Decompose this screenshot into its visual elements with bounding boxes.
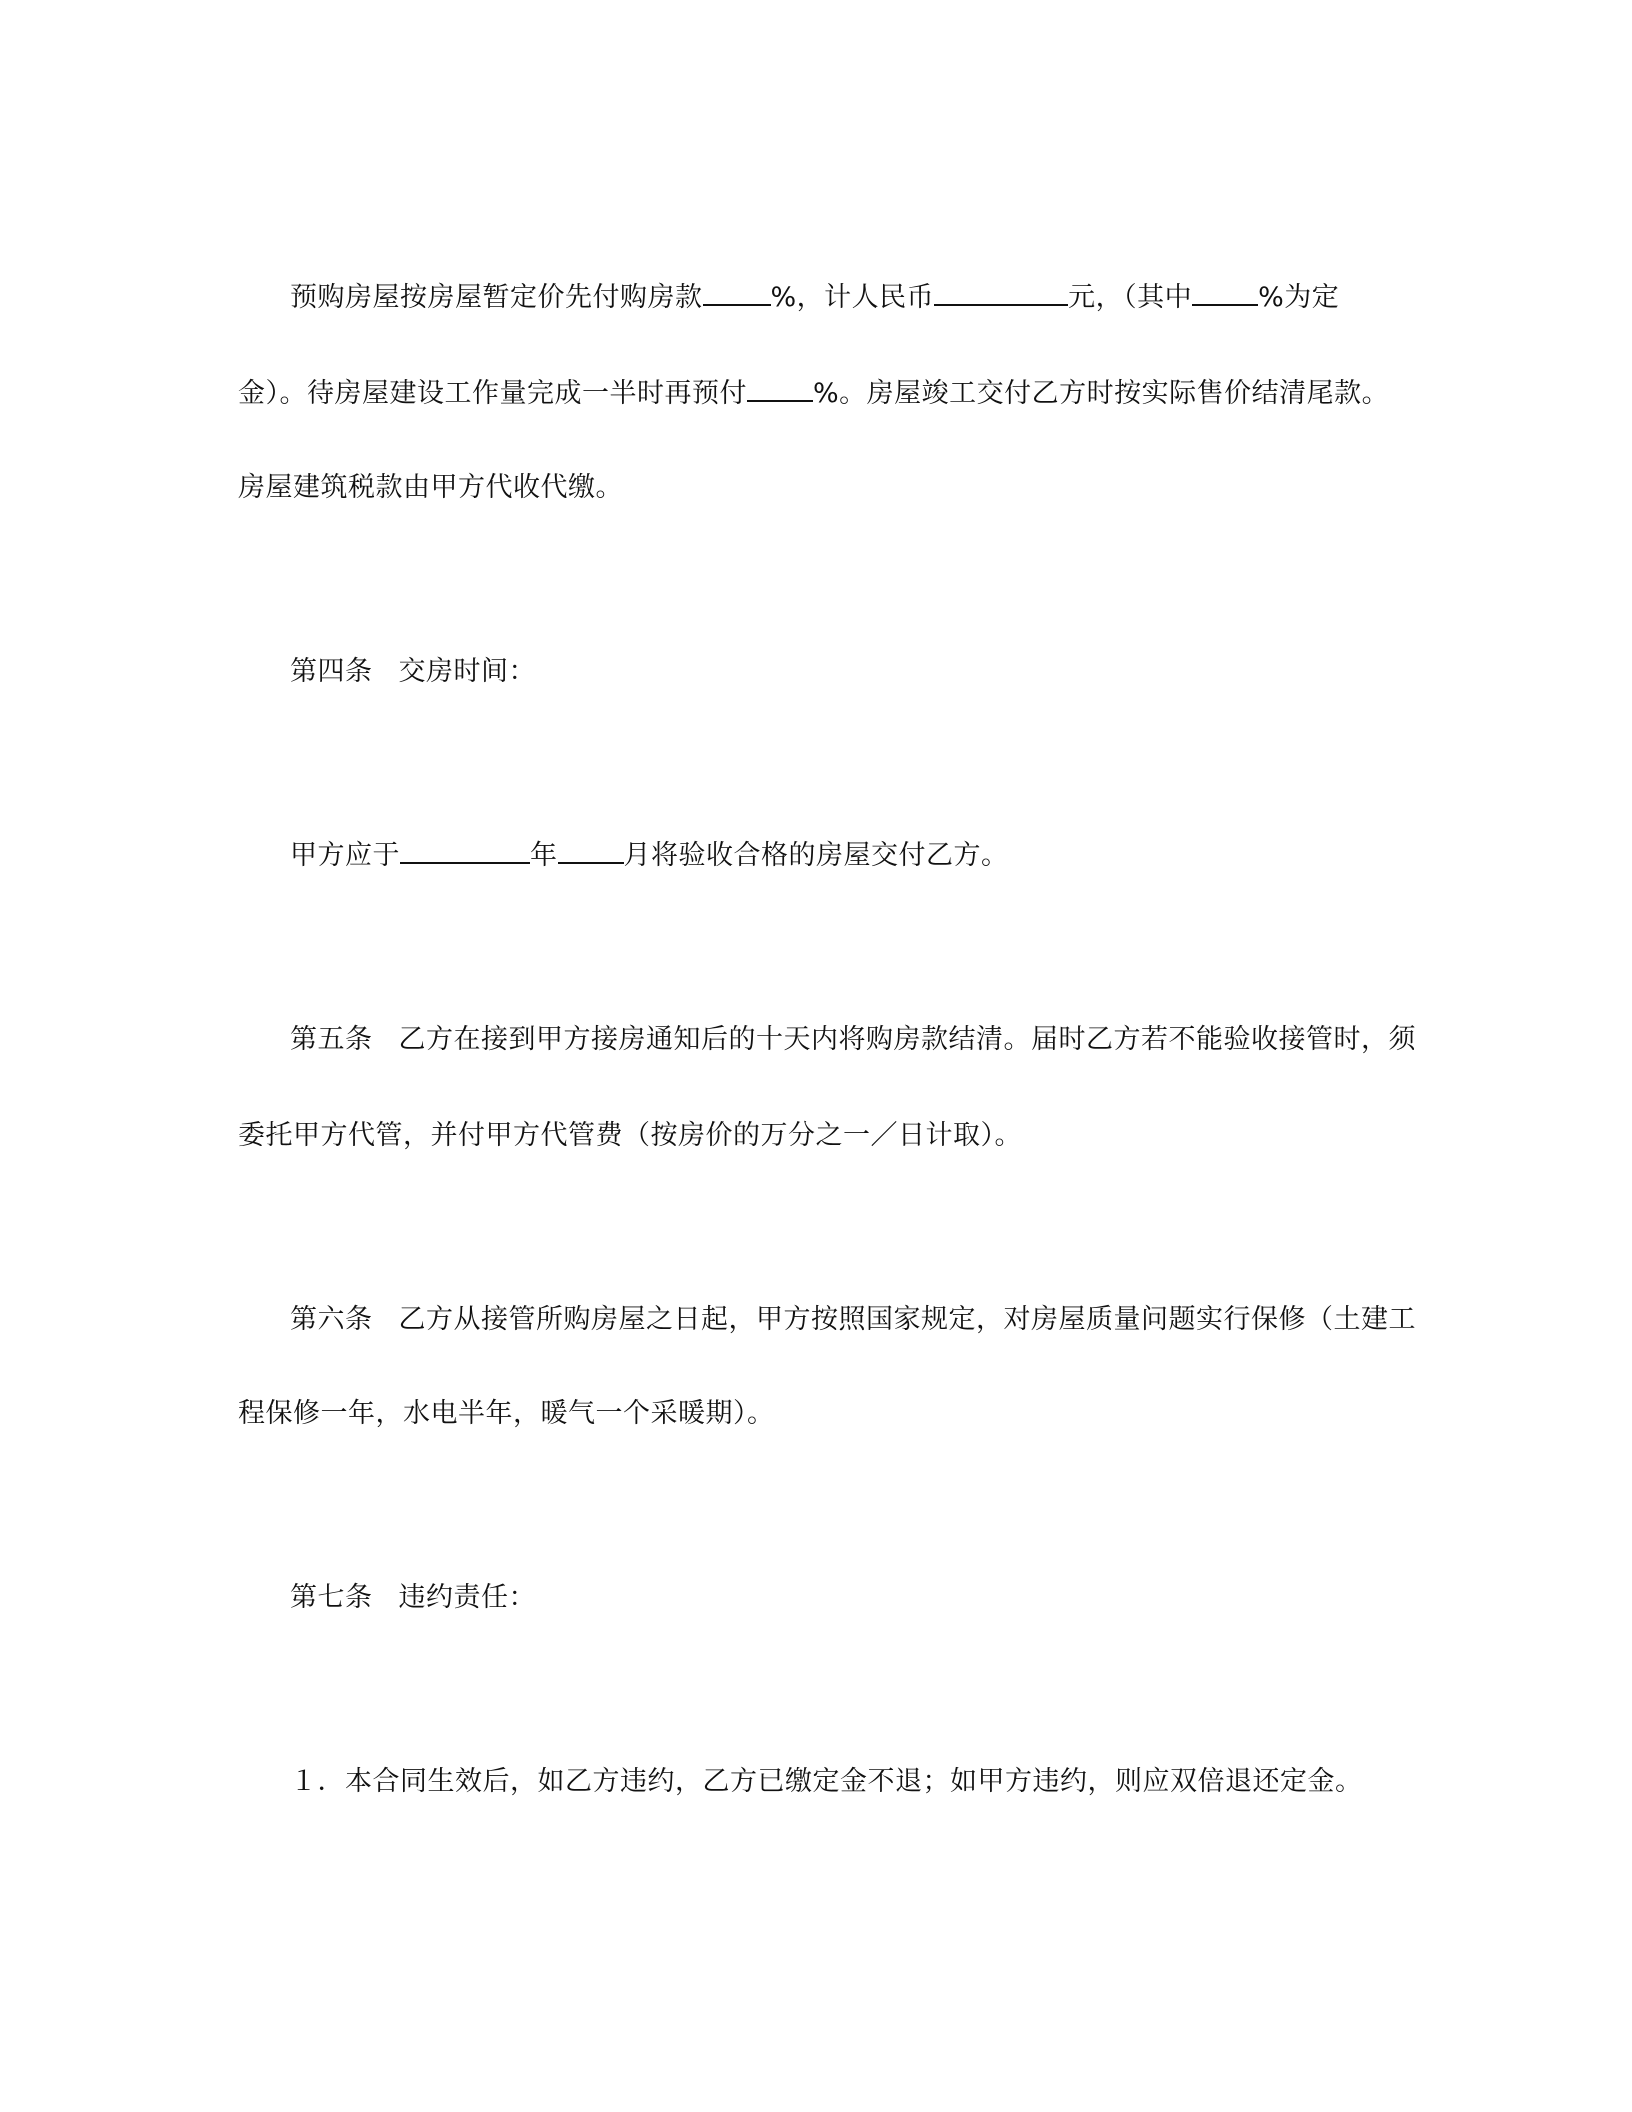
payment-line-2 — [238, 374, 1389, 414]
article-4-title: 交房时间： — [398, 656, 536, 687]
amount-blank — [934, 282, 1068, 306]
month-blank — [558, 840, 624, 864]
article-6-line-2 — [238, 1394, 775, 1434]
clause-1-text: １．本合同生效后，如乙方违约，乙方已缴定金不退；如甲方违约，则应双倍退还定金。 — [290, 1766, 1363, 1797]
percent-blank-1 — [703, 282, 771, 306]
payment-line-1 — [290, 278, 1339, 318]
article-6-text-1: 乙方从接管所购房屋之日起，甲方按照国家规定，对房屋质量问题实行保修（土建工 — [398, 1304, 1416, 1335]
payment-text-f: %。房屋竣工交付乙方时按实际售价结清尾款。 — [813, 378, 1390, 409]
article-5-line-2 — [238, 1116, 1022, 1156]
delivery-text-c: 月将验收合格的房屋交付乙方。 — [623, 840, 1009, 871]
payment-text-b: %，计人民币 — [770, 282, 935, 313]
tax-text: 房屋建筑税款由甲方代收代缴。 — [238, 472, 623, 503]
percent-blank-2 — [747, 378, 813, 402]
deposit-percent-blank — [1192, 282, 1258, 306]
article-6-number: 第六条 — [290, 1304, 373, 1335]
article-7-number: 第七条 — [290, 1582, 373, 1613]
article-7-title: 违约责任： — [398, 1582, 536, 1613]
article-7-heading — [290, 1578, 536, 1618]
clause-1 — [290, 1762, 1363, 1802]
delivery-text-a: 甲方应于 — [290, 840, 400, 871]
payment-line-3 — [238, 468, 623, 508]
payment-text-d: %为定 — [1258, 282, 1340, 313]
payment-text-c: 元，（其中 — [1068, 282, 1193, 313]
year-blank — [400, 840, 530, 864]
article-4-heading — [290, 652, 536, 692]
article-5-line-1 — [290, 1020, 1416, 1060]
payment-text-e: 金）。待房屋建设工作量完成一半时再预付 — [238, 378, 747, 409]
article-6-text-2: 程保修一年，水电半年，暖气一个采暖期）。 — [238, 1398, 775, 1429]
delivery-text-b: 年 — [530, 840, 558, 871]
article-4-number: 第四条 — [290, 656, 373, 687]
article-5-text-2: 委托甲方代管，并付甲方代管费（按房价的万分之一／日计取）。 — [238, 1120, 1022, 1151]
article-5-number: 第五条 — [290, 1024, 373, 1055]
article-5-text-1: 乙方在接到甲方接房通知后的十天内将购房款结清。届时乙方若不能验收接管时，须 — [398, 1024, 1416, 1055]
delivery-line — [290, 836, 1009, 876]
article-6-line-1 — [290, 1300, 1416, 1340]
payment-text-a: 预购房屋按房屋暂定价先付购房款 — [290, 282, 703, 313]
